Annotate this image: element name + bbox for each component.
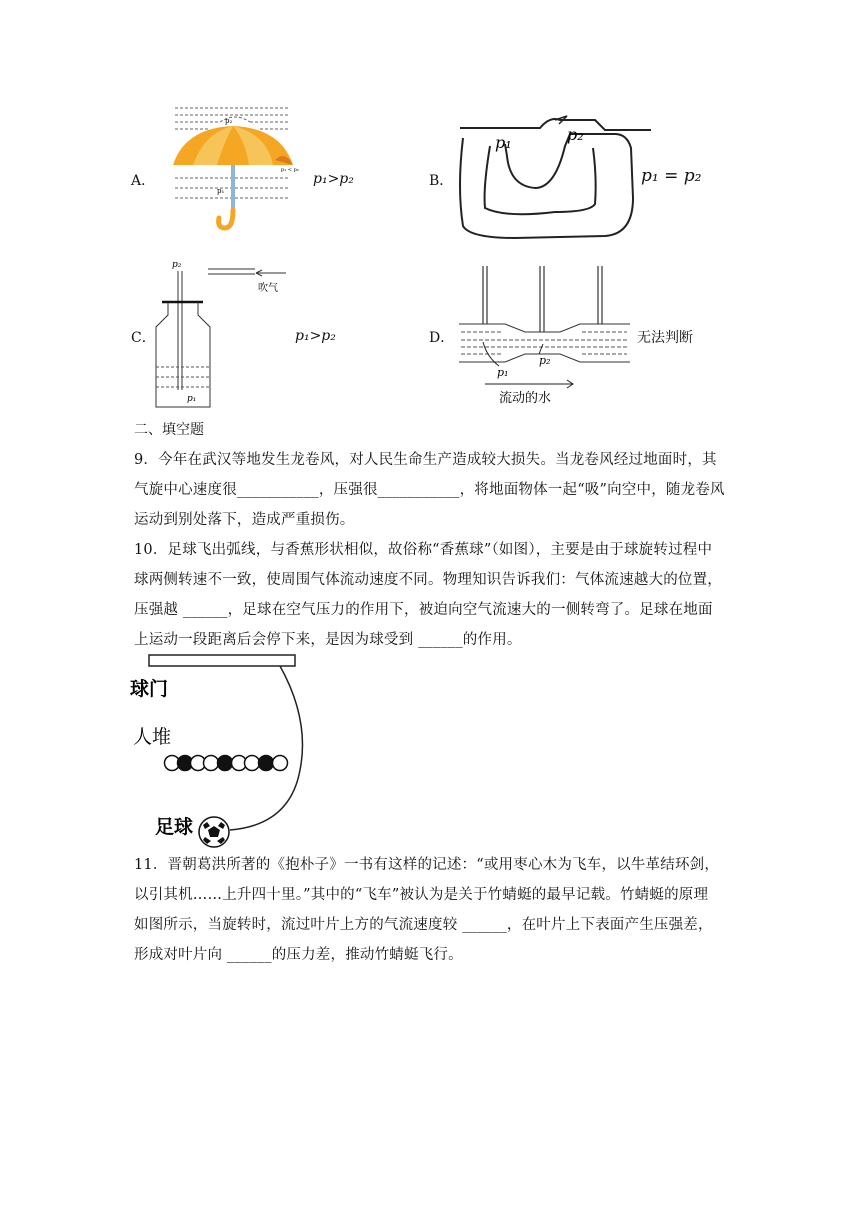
bottle-figure [150, 255, 300, 410]
q11-line-2: 以引其机……上升四十里。”其中的“飞车”被认为是关于竹蜻蜓的最早记载。竹蜻蜓的原理 [134, 887, 709, 903]
ball-trajectory [230, 666, 303, 830]
question-11 [134, 850, 726, 970]
option-d-letter: D． [429, 330, 455, 346]
ball-label: 足球 [155, 816, 194, 838]
pipe-figure-b [455, 108, 655, 248]
goal-label: 球门 [130, 678, 169, 700]
bottle-p1-label: p₁ [187, 394, 197, 404]
umbrella-p1-label: p₁ [217, 187, 225, 195]
q11-line-3: 如图所示，当旋转时，流过叶片上方的气流速度较 ______，在叶片上下表面产生压强差， [134, 917, 713, 933]
water-p2-label: p₂ [539, 354, 551, 367]
q11-line-4: 形成对叶片向 ______的压力差，推动竹蜻蜓飞行。 [134, 947, 463, 963]
q11-line-1: 11．晋朝葛洪所著的《抱朴子》一书有这样的记述：“或用枣心木为飞车，以牛革结环剑， [134, 857, 720, 873]
water-p1-label: p₁ [497, 366, 509, 379]
soccer-ball-icon [199, 817, 229, 847]
umbrella-figure [165, 100, 305, 235]
q10-line-1: 10．足球飞出弧线，与香蕉形状相似，故俗称“香蕉球”（如图），主要是由于球旋转过程中 [134, 542, 713, 558]
section-title: 二、填空题 [134, 422, 204, 438]
option-a-letter: A． [131, 173, 156, 189]
option-d-relation: 无法判断 [637, 330, 693, 346]
option-a-relation: p₁>p₂ [313, 171, 354, 187]
umbrella-note: p₁ < p₂ [281, 167, 299, 173]
umbrella-p2-label: p₂ [225, 117, 233, 125]
q9-line-2: 气旋中心速度很___________，压强很___________，将地面物体一起“吸”向空中，随龙卷风 [134, 482, 725, 498]
water-flow-label: 流动的水 [499, 391, 552, 406]
banana-kick-figure [125, 650, 305, 850]
question-10 [134, 535, 726, 655]
option-b-relation: p₁ = p₂ [641, 166, 702, 186]
q9-line-3: 运动到别处落下，造成严重损伤。 [134, 512, 355, 528]
pipe-b-p1: p₁ [495, 133, 512, 152]
player-wall [165, 756, 288, 771]
water-pipe-figure [455, 262, 635, 407]
option-c-relation: p₁>p₂ [295, 328, 336, 344]
option-b-letter: B． [429, 173, 454, 189]
q10-line-3: 压强越 ______，足球在空气压力的作用下，被迫向空气流速大的一侧转弯了。足球在地面 [134, 602, 713, 618]
bottle-p2-label: p₂ [172, 260, 182, 270]
q10-line-2: 球两侧转速不一致，使周围气体流动速度不同。物理知识告诉我们：气体流速越大的位置， [134, 572, 722, 588]
goal-bar [149, 655, 295, 666]
pipe-b-p2: p₂ [567, 125, 584, 144]
bottle-blow-label: 吹气 [258, 283, 278, 294]
q9-line-1: 9．今年在武汉等地发生龙卷风，对人民生命生产造成较大损失。当龙卷风经过地面时，其 [134, 452, 717, 468]
wall-label: 人堆 [133, 726, 172, 748]
question-9 [134, 445, 726, 535]
q10-line-4: 上运动一段距离后会停下来，是因为球受到 ______的作用。 [134, 632, 522, 648]
option-c-letter: C． [131, 330, 156, 346]
